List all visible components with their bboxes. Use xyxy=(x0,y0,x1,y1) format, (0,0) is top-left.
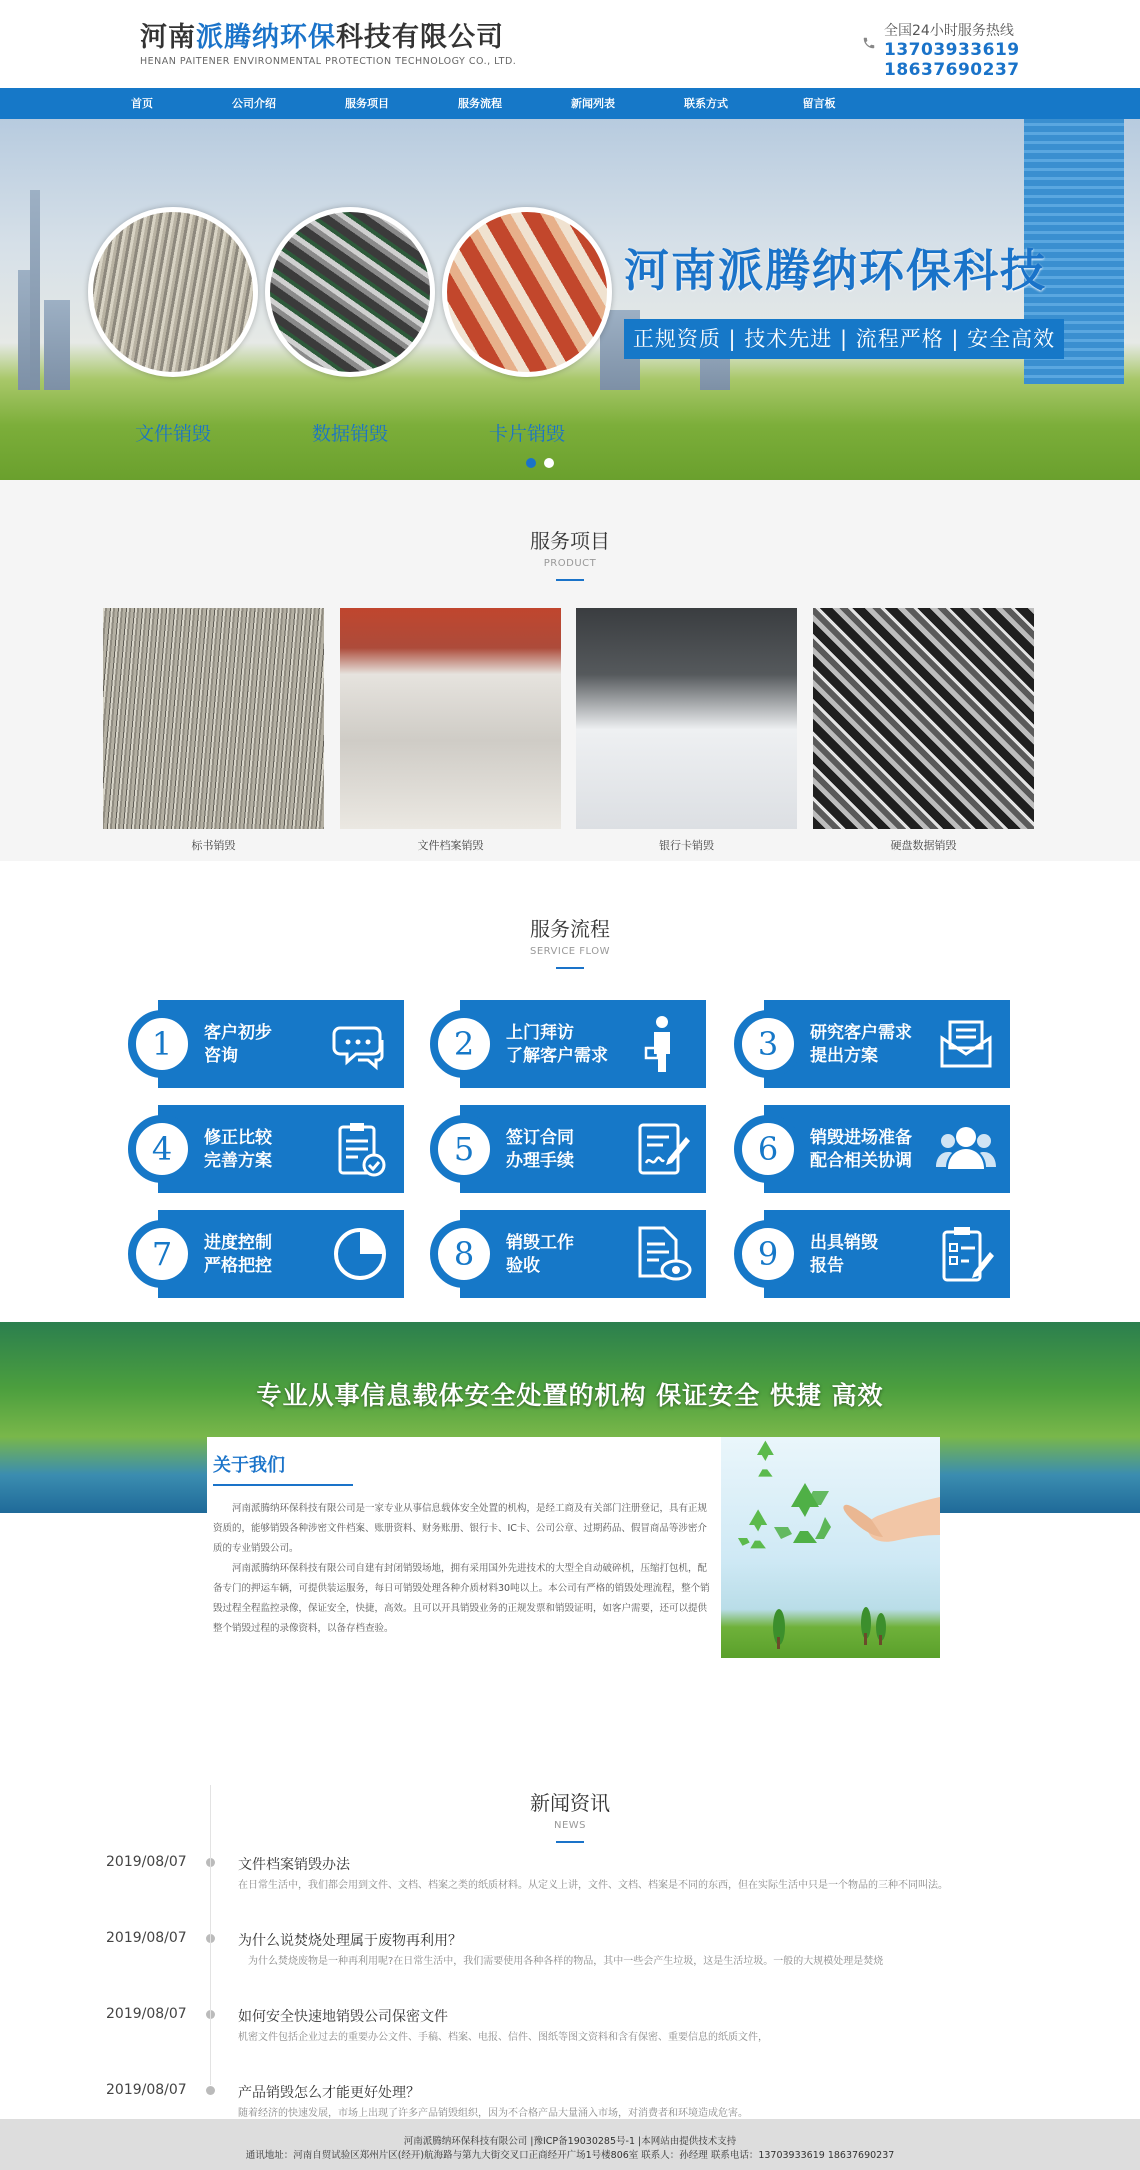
product-card[interactable] xyxy=(576,608,797,853)
about-paragraph: 河南派腾纳环保科技有限公司自建有封闭销毁场地，拥有采用国外先进技术的大型全自动破碎机，压缩打包机，配备专门的押运车辆，可提供装运服务，每日可销毁处理各种介质材料30吨以上。本公司有严格的销毁处理流程，整个销毁过程全程监控录像，保证安全，快捷，高效。且可以开具销毁业务的正规发票和销毁证明，如客户需要，还可以提供整个销毁过程的录像资料，以备存档查验。 xyxy=(213,1563,710,1634)
contract-icon xyxy=(632,1119,692,1179)
flow-step-number: 7 xyxy=(128,1220,196,1288)
about-paragraph: 河南派腾纳环保科技有限公司是一家专业从事信息载体安全处置的机构，是经工商及有关部门注册登记，具有正规资质的，能够销毁各种涉密文件档案、账册资料、财务账册、银行卡、IC卡、公司公章、过期药品、假冒商品等涉密介质的专业销毁公司。 xyxy=(213,1503,708,1554)
timeline-dot xyxy=(206,2086,215,2095)
flow-step-text xyxy=(810,1022,912,1068)
about-slogan: 专业从事信息载体安全处置的机构 保证安全 快捷 高效 xyxy=(256,1381,884,1410)
flow-step xyxy=(734,1206,1010,1302)
section-subtitle: SERVICE FLOW xyxy=(529,946,611,957)
product-image[interactable] xyxy=(340,608,561,829)
about-box xyxy=(207,1437,940,1658)
flow-step-number: 6 xyxy=(734,1115,802,1183)
slider-dot[interactable] xyxy=(526,458,536,468)
section-title: 服务项目 xyxy=(530,529,610,553)
flow-step-line2: 了解客户需求 xyxy=(506,1046,608,1066)
nav-contact[interactable]: 联系方式 xyxy=(684,97,728,110)
hotline xyxy=(884,20,1020,80)
flow-step-text xyxy=(204,1127,272,1173)
section-title: 新闻资讯 xyxy=(530,1791,610,1815)
clipboard-icon xyxy=(330,1119,390,1179)
slider-dots xyxy=(526,457,562,471)
flow-step-text xyxy=(204,1022,272,1068)
flow-step-line2: 咨询 xyxy=(204,1046,238,1066)
users-icon xyxy=(936,1119,996,1179)
logo-prefix: 河南 xyxy=(140,22,196,53)
document-eye-icon xyxy=(632,1224,692,1284)
skyline-building xyxy=(44,300,70,390)
flow-step xyxy=(430,1206,706,1302)
skyline-building xyxy=(30,190,40,390)
nav-about[interactable]: 公司介绍 xyxy=(232,97,276,110)
news-desc: 随着经济的快速发展，市场上出现了许多产品销毁组织，因为不合格产品大量涌入市场，对消费者和环境造成危害。 xyxy=(238,2108,748,2119)
recycle-icon xyxy=(721,1437,940,1658)
flow-step-number: 3 xyxy=(734,1010,802,1078)
nav-news[interactable]: 新闻列表 xyxy=(571,97,615,110)
logo-en: HENAN PAITENER ENVIRONMENTAL PROTECTION TECHNOLOGY CO., LTD. xyxy=(140,56,517,67)
banner-caption-card: 卡片销毁 xyxy=(488,423,565,445)
product-card[interactable] xyxy=(813,608,1034,853)
product-card[interactable] xyxy=(103,608,324,853)
section-divider xyxy=(556,579,584,581)
slider-dot[interactable] xyxy=(544,458,554,468)
hotline-phone-2[interactable]: 18637690237 xyxy=(884,60,1020,80)
footer-line2: 通讯地址：河南自贸试验区郑州片区(经开)航海路与第九大街交叉口正商经开广场1号楼806室 联系人：孙经理 联系电话：13703933619 18637690237 xyxy=(245,2150,895,2161)
news-date: 2019/08/07 xyxy=(106,2006,187,2022)
flow-step-number: 4 xyxy=(128,1115,196,1183)
flow-step-line1: 研究客户需求 xyxy=(810,1023,912,1043)
product-caption[interactable]: 银行卡销毁 xyxy=(659,839,714,852)
news-title[interactable]: 如何安全快速地销毁公司保密文件 xyxy=(238,2009,448,2025)
section-title: 服务流程 xyxy=(530,917,610,941)
flow-step-text xyxy=(506,1022,608,1068)
pie-icon xyxy=(330,1224,390,1284)
news-title[interactable]: 产品销毁怎么才能更好处理？ xyxy=(238,2085,420,2101)
flow-step-number: 5 xyxy=(430,1115,498,1183)
news-item[interactable] xyxy=(100,2082,1040,2156)
flow-step-line1: 销毁工作 xyxy=(506,1233,574,1253)
flow-step-text xyxy=(506,1127,574,1173)
hotline-label: 全国24小时服务热线 xyxy=(884,23,1014,39)
about-divider xyxy=(213,1484,353,1486)
report-icon xyxy=(936,1224,996,1284)
flow-step-line2: 完善方案 xyxy=(204,1151,272,1171)
person-icon xyxy=(632,1014,692,1074)
news-date: 2019/08/07 xyxy=(106,1930,187,1946)
hero-banner[interactable] xyxy=(0,119,1140,480)
news-date: 2019/08/07 xyxy=(106,1854,187,1870)
flow-step-text xyxy=(810,1127,912,1173)
news-item[interactable] xyxy=(100,2006,1040,2080)
news-date: 2019/08/07 xyxy=(106,2082,187,2098)
flow-step-number: 1 xyxy=(128,1010,196,1078)
flow-step-line1: 签订合同 xyxy=(506,1128,574,1148)
banner-caption-data: 数据销毁 xyxy=(311,423,388,445)
product-caption[interactable]: 标书销毁 xyxy=(191,839,236,852)
news-title[interactable]: 文件档案销毁办法 xyxy=(238,1857,350,1873)
banner-circle-file xyxy=(88,207,258,377)
header xyxy=(0,0,1140,88)
product-image[interactable] xyxy=(103,608,324,829)
flow-step-text xyxy=(810,1232,878,1278)
news-desc: 为什么焚烧废物是一种再利用呢?在日常生活中，我们需要使用各种各样的物品，其中一些会产生垃圾，这是生活垃圾。一般的大规模处理是焚烧 xyxy=(248,1956,884,1967)
logo-text xyxy=(140,22,516,54)
flow-step-line2: 办理手续 xyxy=(506,1151,574,1171)
flow-step-line1: 进度控制 xyxy=(204,1233,272,1253)
banner-circle-card xyxy=(442,207,612,377)
recycle-image xyxy=(721,1437,940,1658)
logo[interactable] xyxy=(140,22,516,67)
news-desc: 在日常生活中，我们都会用到文件、文档、档案之类的纸质材料。从定义上讲，文件、文档、档案是不同的东西，但在实际生活中只是一个物品的三种不同叫法。 xyxy=(238,1880,948,1891)
phone-icon xyxy=(862,36,876,50)
product-caption[interactable]: 文件档案销毁 xyxy=(417,839,484,852)
flow-step-line2: 严格把控 xyxy=(204,1256,272,1276)
hotline-phone-1[interactable]: 13703933619 xyxy=(884,40,1020,60)
flow-step-text xyxy=(204,1232,272,1278)
product-image[interactable] xyxy=(576,608,797,829)
flow-step-number: 8 xyxy=(430,1220,498,1288)
section-divider xyxy=(556,967,584,969)
product-card[interactable] xyxy=(340,608,561,853)
flow-step-text xyxy=(506,1232,574,1278)
flow-step-line2: 配合相关协调 xyxy=(810,1151,912,1171)
banner-title: 河南派腾纳环保科技 xyxy=(624,244,1048,297)
flow-step-line2: 验收 xyxy=(506,1256,540,1276)
banner-caption-file: 文件销毁 xyxy=(134,423,211,445)
nav-services[interactable]: 服务项目 xyxy=(345,97,389,110)
flow-step xyxy=(128,996,404,1092)
flow-step-line2: 提出方案 xyxy=(810,1046,878,1066)
flow-step-number: 9 xyxy=(734,1220,802,1288)
nav-home[interactable]: 首页 xyxy=(131,97,153,110)
main-nav xyxy=(0,88,1140,119)
nav-flow[interactable]: 服务流程 xyxy=(458,97,502,110)
flow-step xyxy=(734,996,1010,1092)
about-text xyxy=(213,1499,713,1639)
banner-circle-data xyxy=(265,207,435,377)
flow-step xyxy=(430,996,706,1092)
section-subtitle: PRODUCT xyxy=(543,558,597,569)
section-divider xyxy=(556,1841,584,1843)
flow-step-line1: 客户初步 xyxy=(204,1023,272,1043)
flow-step-number: 2 xyxy=(430,1010,498,1078)
chat-icon xyxy=(330,1014,390,1074)
flow-step-line2: 报告 xyxy=(810,1256,844,1276)
banner-tagline: 正规资质 | 技术先进 | 流程严格 | 安全高效 xyxy=(624,319,1064,359)
news-desc: 机密文件包括企业过去的重要办公文件、手稿、档案、电报、信件、图纸等图文资料和含有保密、重要信息的纸质文件， xyxy=(238,2032,768,2043)
service-flow-section xyxy=(0,861,1140,1322)
logo-brand: 派腾纳环保 xyxy=(196,22,336,53)
news-title[interactable]: 为什么说焚烧处理属于废物再利用？ xyxy=(238,1933,462,1949)
section-subtitle: NEWS xyxy=(553,1820,587,1831)
footer-line1: 河南派腾纳环保科技有限公司 |豫ICP备19030285号-1 |本网站由提供技术支持 xyxy=(403,2136,737,2147)
logo-suffix: 科技有限公司 xyxy=(336,22,504,53)
flow-step xyxy=(128,1101,404,1197)
product-image[interactable] xyxy=(813,608,1034,829)
flow-step xyxy=(430,1101,706,1197)
timeline-line xyxy=(210,1785,211,2085)
flow-step xyxy=(128,1206,404,1302)
about-section xyxy=(0,1322,1140,1741)
news-item[interactable] xyxy=(100,1930,1040,2004)
envelope-icon xyxy=(936,1014,996,1074)
flow-step-line1: 修正比较 xyxy=(204,1128,272,1148)
flow-step-line1: 出具销毁 xyxy=(810,1233,878,1253)
flow-step xyxy=(734,1101,1010,1197)
product-caption[interactable]: 硬盘数据销毁 xyxy=(890,839,957,852)
news-item[interactable] xyxy=(100,1854,1040,1928)
flow-step-line1: 销毁进场准备 xyxy=(810,1128,912,1148)
news-section xyxy=(0,1741,1140,2119)
nav-guestbook[interactable]: 留言板 xyxy=(802,97,836,110)
about-title[interactable]: 关于我们 xyxy=(213,1455,285,1476)
flow-step-line1: 上门拜访 xyxy=(506,1023,574,1043)
